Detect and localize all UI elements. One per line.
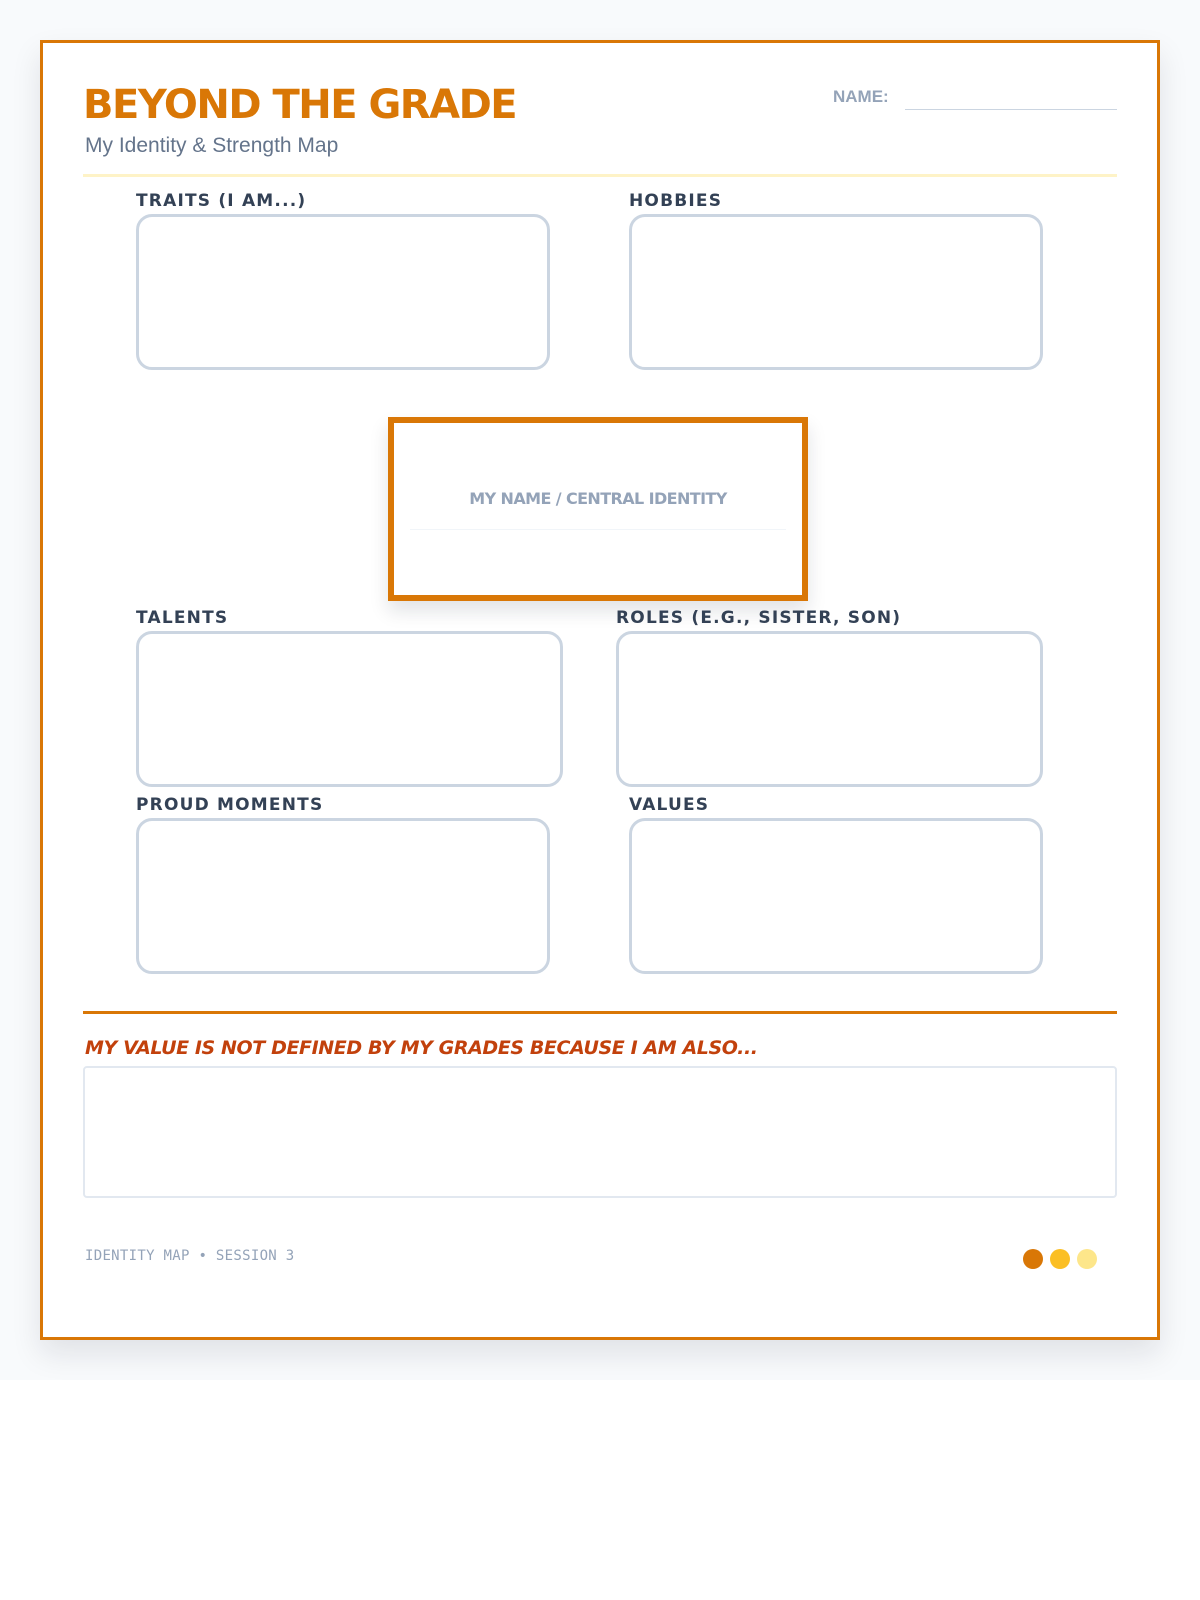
talents-field[interactable] bbox=[136, 631, 563, 787]
central-identity-placeholder: MY NAME / CENTRAL IDENTITY bbox=[469, 489, 727, 508]
proud-moments-field[interactable] bbox=[136, 818, 550, 974]
dot-icon-3 bbox=[1077, 1249, 1097, 1269]
talents-label: TALENTS bbox=[136, 608, 229, 628]
hobbies-field[interactable] bbox=[629, 214, 1043, 370]
worksheet-subtitle: My Identity & Strength Map bbox=[85, 134, 339, 157]
header-divider bbox=[83, 174, 1117, 177]
name-label: NAME: bbox=[833, 87, 889, 106]
traits-field[interactable] bbox=[136, 214, 550, 370]
central-identity-box[interactable] bbox=[388, 417, 808, 601]
decorative-dots bbox=[1023, 1249, 1119, 1271]
reflection-divider bbox=[83, 1011, 1117, 1014]
worksheet bbox=[40, 40, 1160, 1340]
name-field[interactable] bbox=[905, 109, 1117, 110]
traits-label: TRAITS (I AM...) bbox=[136, 191, 307, 211]
dot-icon-2 bbox=[1050, 1249, 1070, 1269]
footer-label: IDENTITY MAP • SESSION 3 bbox=[85, 1248, 295, 1264]
hobbies-label: HOBBIES bbox=[629, 191, 723, 211]
reflection-prompt: MY VALUE IS NOT DEFINED BY MY GRADES BECAUSE I AM ALSO... bbox=[85, 1037, 758, 1059]
proud-moments-label: PROUD MOMENTS bbox=[136, 795, 324, 815]
roles-field[interactable] bbox=[616, 631, 1043, 787]
values-field[interactable] bbox=[629, 818, 1043, 974]
roles-label: ROLES (E.G., SISTER, SON) bbox=[616, 608, 902, 628]
values-label: VALUES bbox=[629, 795, 710, 815]
reflection-answer-field[interactable] bbox=[83, 1066, 1117, 1198]
dot-icon-1 bbox=[1023, 1249, 1043, 1269]
central-identity-line bbox=[410, 529, 786, 530]
worksheet-title: BEYOND THE GRADE bbox=[83, 82, 517, 128]
